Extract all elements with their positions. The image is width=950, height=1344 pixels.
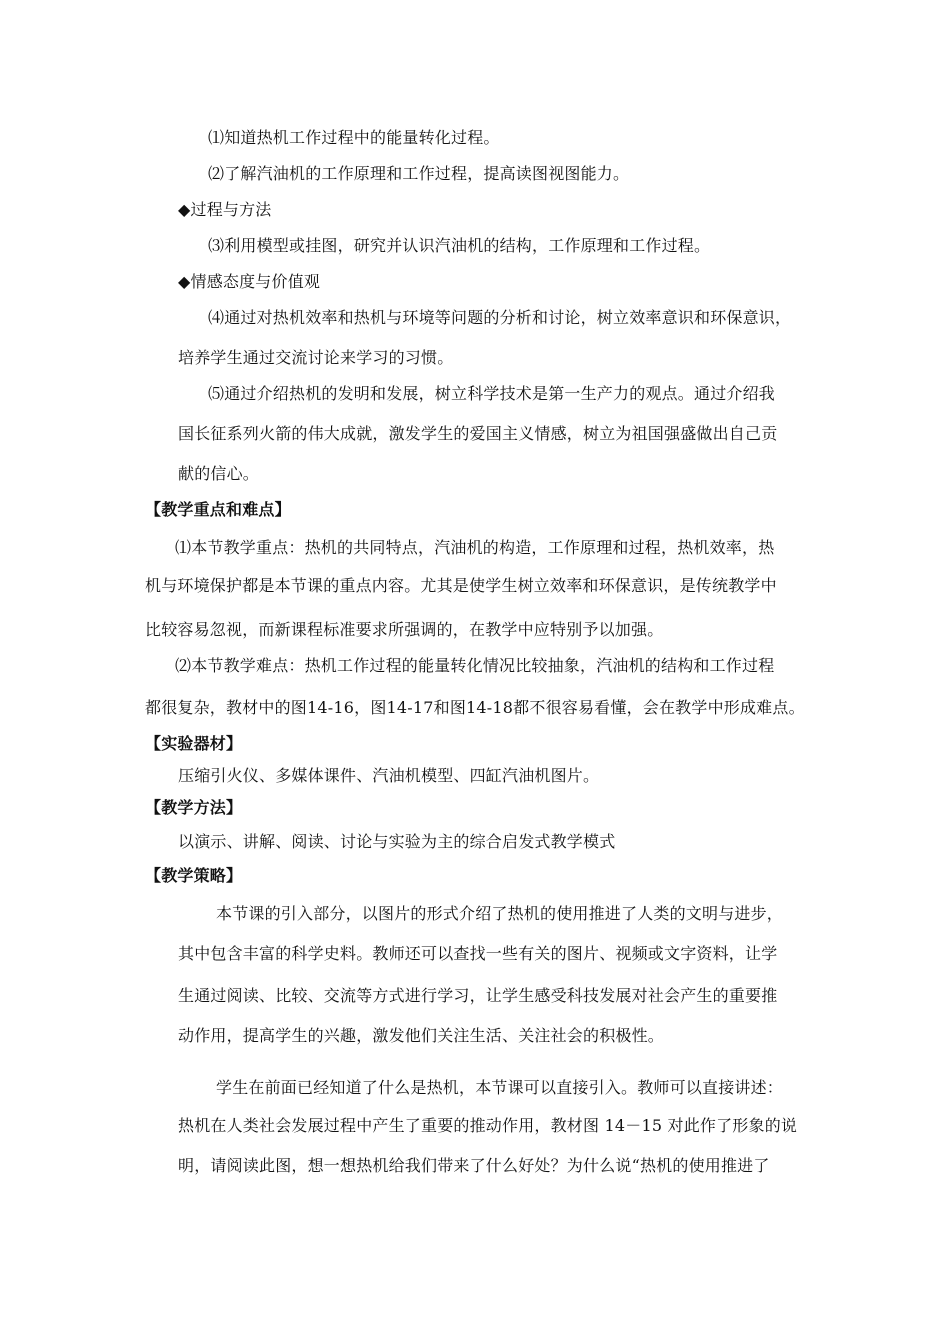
attitude-item-4-line-2: 培养学生通过交流讨论来学习的习惯。 bbox=[178, 348, 454, 367]
attitude-item-4-line-1: ⑷通过对热机效率和热机与环境等问题的分析和讨论，树立效率意识和环保意识， bbox=[208, 308, 792, 327]
method-heading: 【教学方法】 bbox=[145, 798, 243, 817]
attitude-item-5-line-1: ⑸通过介绍热机的发明和发展，树立科学技术是第一生产力的观点。通过介绍我 bbox=[208, 384, 776, 403]
strategy-para-1-line-1: 本节课的引入部分，以图片的形式介绍了热机的使用推进了人类的文明与进步， bbox=[216, 904, 784, 923]
process-item-3: ⑶利用模型或挂图，研究并认识汽油机的结构，工作原理和工作过程。 bbox=[208, 236, 711, 255]
attitude-heading: ◆情感态度与价值观 bbox=[178, 272, 321, 291]
strategy-para-2-line-3: 明，请阅读此图，想一想热机给我们带来了什么好处？为什么说“热机的使用推进了 bbox=[178, 1156, 770, 1175]
key-point-2-line-2: 都很复杂，教材中的图14-16，图14-17和图14-18都不很容易看懂，会在教学中形成难点。 bbox=[145, 698, 805, 717]
strategy-para-2-line-2: 热机在人类社会发展过程中产生了重要的推动作用，教材图 14－15 对此作了形象的说 bbox=[178, 1116, 798, 1135]
strategy-para-1-line-3: 生通过阅读、比较、交流等方式进行学习，让学生感受科技发展对社会产生的重要推 bbox=[178, 986, 778, 1005]
key-point-2-line-1: ⑵本节教学难点：热机工作过程的能量转化情况比较抽象，汽油机的结构和工作过程 bbox=[175, 656, 775, 675]
strategy-heading: 【教学策略】 bbox=[145, 866, 243, 885]
strategy-para-1-line-4: 动作用，提高学生的兴趣，激发他们关注生活、关注社会的积极性。 bbox=[178, 1026, 665, 1045]
knowledge-item-1: ⑴知道热机工作过程中的能量转化过程。 bbox=[208, 128, 500, 147]
key-point-1-line-3: 比较容易忽视，而新课程标准要求所强调的，在教学中应特别予以加强。 bbox=[145, 620, 664, 639]
key-point-1-line-2: 机与环境保护都是本节课的重点内容。尤其是使学生树立效率和环保意识，是传统教学中 bbox=[145, 576, 777, 595]
strategy-para-1-line-2: 其中包含丰富的科学史料。教师还可以查找一些有关的图片、视频或文字资料，让学 bbox=[178, 944, 778, 963]
key-point-1-line-1: ⑴本节教学重点：热机的共同特点，汽油机的构造，工作原理和过程，热机效率，热 bbox=[175, 538, 775, 557]
knowledge-item-2: ⑵了解汽油机的工作原理和工作过程，提高读图视图能力。 bbox=[208, 164, 630, 183]
strategy-para-2-line-1: 学生在前面已经知道了什么是热机，本节课可以直接引入。教师可以直接讲述： bbox=[216, 1078, 784, 1097]
attitude-item-5-line-3: 献的信心。 bbox=[178, 464, 260, 483]
key-points-heading: 【教学重点和难点】 bbox=[145, 500, 291, 519]
equipment-text: 压缩引火仪、多媒体课件、汽油机模型、四缸汽油机图片。 bbox=[178, 766, 600, 785]
attitude-item-5-line-2: 国长征系列火箭的伟大成就，激发学生的爱国主义情感，树立为祖国强盛做出自己贡 bbox=[178, 424, 778, 443]
process-heading: ◆过程与方法 bbox=[178, 200, 272, 219]
equipment-heading: 【实验器材】 bbox=[145, 734, 243, 753]
method-text: 以演示、讲解、阅读、讨论与实验为主的综合启发式教学模式 bbox=[178, 832, 616, 851]
